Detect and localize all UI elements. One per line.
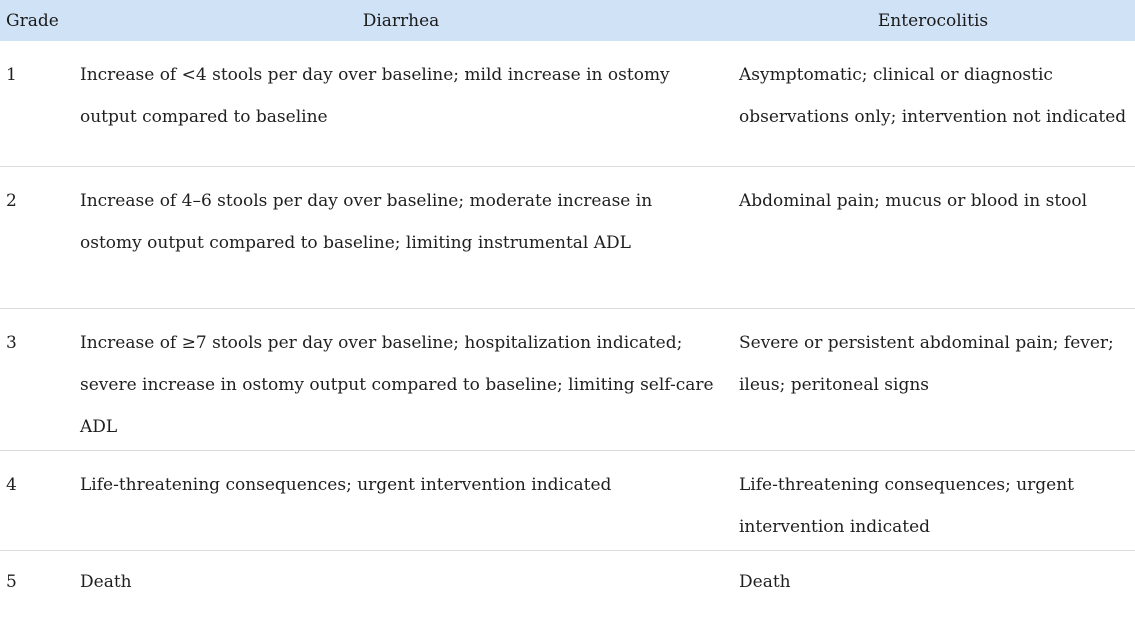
grade-cell: 5 xyxy=(6,571,17,592)
header-grade: Grade xyxy=(6,10,59,31)
diarrhea-cell: Life-threatening consequences; urgent intervention indicated xyxy=(71,450,731,550)
enterocolitis-cell: Asymptomatic; clinical or diagnostic observations only; intervention not indicated xyxy=(731,41,1135,166)
grade-cell: 2 xyxy=(0,166,71,308)
table-row xyxy=(0,550,1135,610)
enterocolitis-cell: Abdominal pain; mucus or blood in stool xyxy=(731,166,1135,308)
table-row xyxy=(0,166,1135,308)
enterocolitis-cell: Death xyxy=(739,571,791,592)
enterocolitis-cell: Life-threatening consequences; urgent intervention indicated xyxy=(731,450,1135,550)
diarrhea-cell: Increase of ≥7 stools per day over baseline; hospitalization indicated; severe increase in ostomy output compared to baseline; limiting self-care ADL xyxy=(71,308,731,450)
table-row xyxy=(0,308,1135,450)
diarrhea-cell: Death xyxy=(80,571,132,592)
table-row xyxy=(0,41,1135,166)
header-diarrhea: Diarrhea xyxy=(362,10,440,31)
table-body xyxy=(0,41,1135,610)
grade-cell: 4 xyxy=(0,450,71,550)
enterocolitis-cell: Severe or persistent abdominal pain; fever; ileus; peritoneal signs xyxy=(731,308,1135,450)
diarrhea-cell: Increase of <4 stools per day over baseline; mild increase in ostomy output compared to baseline xyxy=(71,41,731,166)
diarrhea-cell: Increase of 4–6 stools per day over baseline; moderate increase in ostomy output compared to baseline; limiting instrumental ADL xyxy=(71,166,731,308)
grade-cell: 3 xyxy=(0,308,71,450)
grade-cell: 1 xyxy=(0,41,71,166)
header-enterocolitis: Enterocolitis xyxy=(877,10,989,31)
table-header xyxy=(0,0,1135,41)
header-row xyxy=(0,0,1135,41)
table-row xyxy=(0,450,1135,550)
